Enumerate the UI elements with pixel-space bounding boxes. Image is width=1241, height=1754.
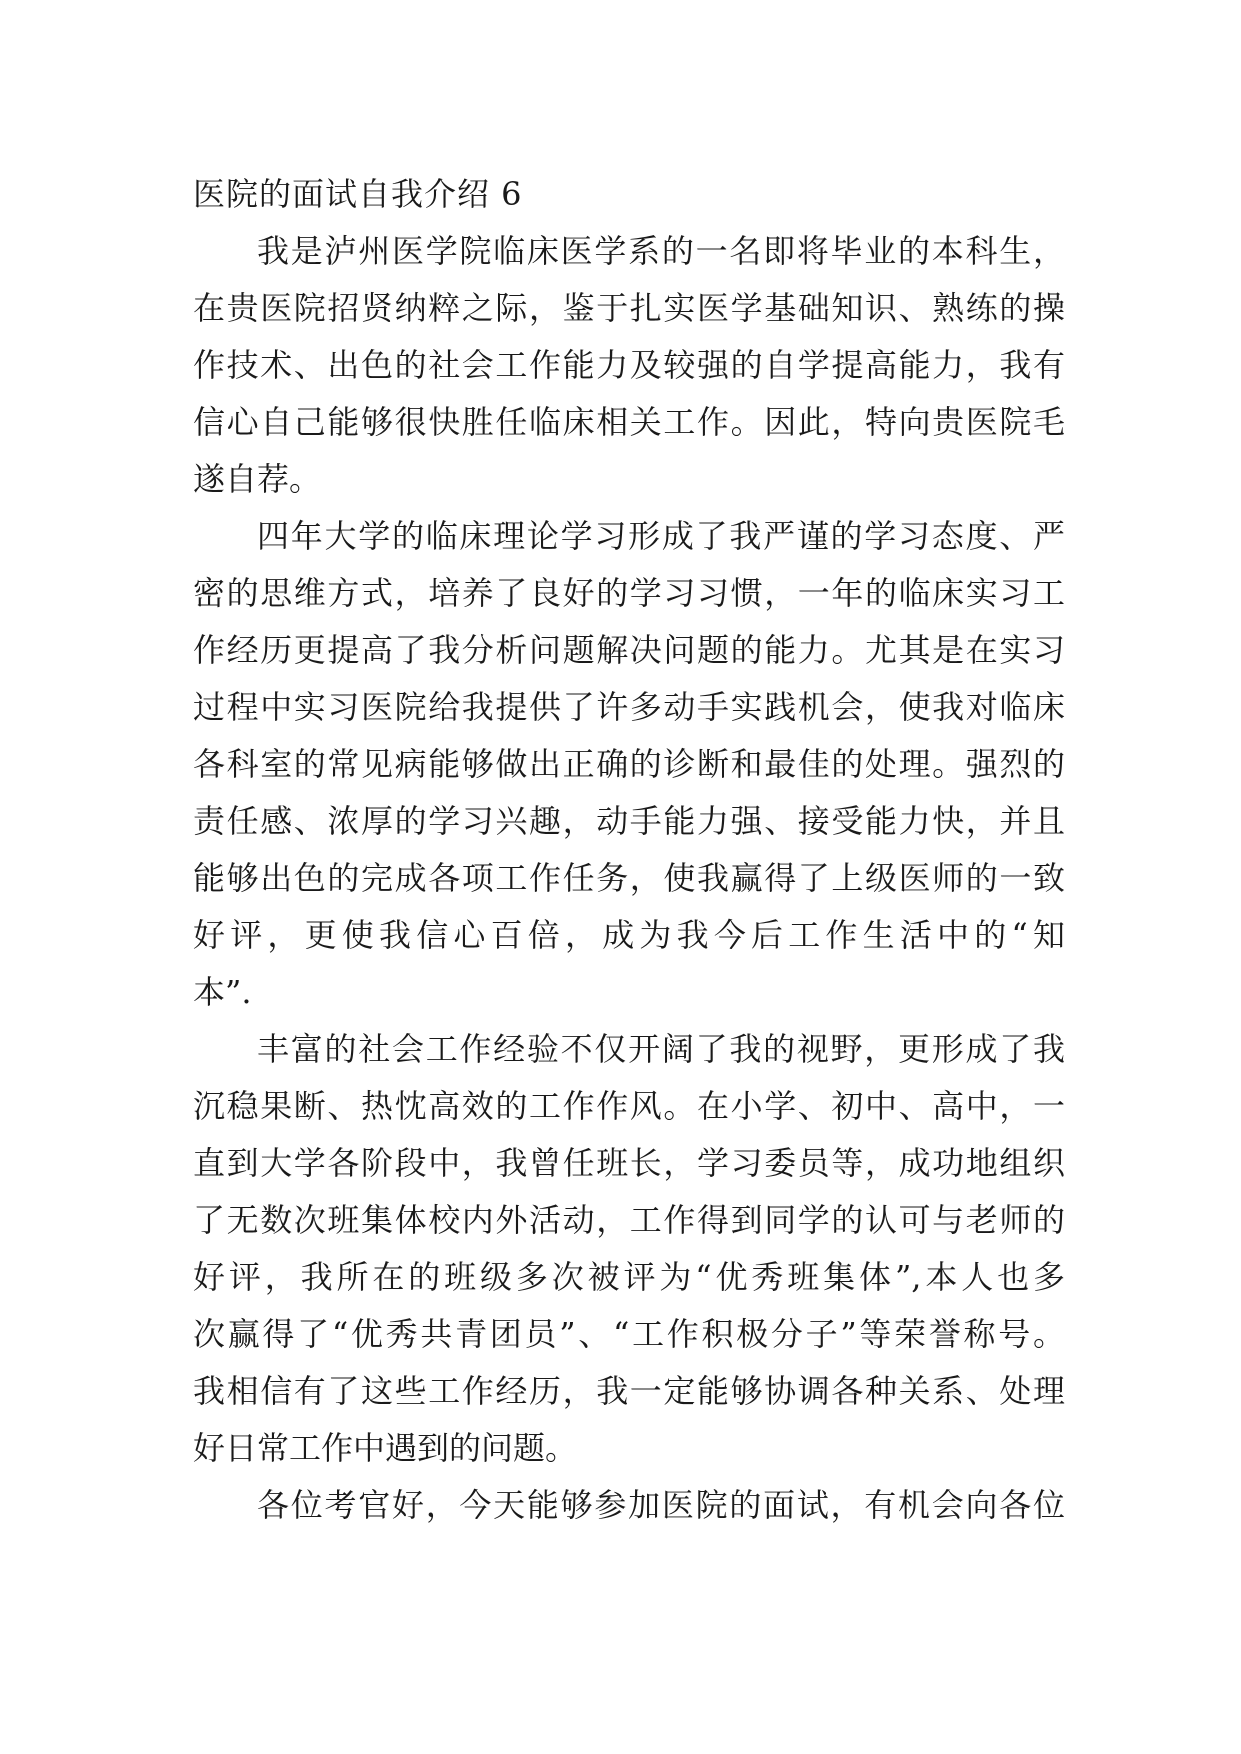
body-line: 本”. [193, 973, 252, 1011]
body-line: 各科室的常见病能够做出正确的诊断和最佳的处理。强烈的 [193, 745, 1065, 783]
body-line: 在贵医院招贤纳粹之际，鉴于扎实医学基础知识、熟练的操 [193, 289, 1065, 327]
body-line: 作经历更提高了我分析问题解决问题的能力。尤其是在实习 [193, 631, 1065, 669]
body-line: 过程中实习医院给我提供了许多动手实践机会，使我对临床 [193, 688, 1065, 726]
body-line: 沉稳果断、热忱高效的工作作风。在小学、初中、高中，一 [193, 1087, 1065, 1125]
body-line: 信心自己能够很快胜任临床相关工作。因此，特向贵医院毛 [193, 403, 1065, 441]
body-line: 好日常工作中遇到的问题。 [193, 1429, 578, 1467]
body-line: 好评，我所在的班级多次被评为“优秀班集体”,本人也多 [193, 1258, 1065, 1296]
body-line: 能够出色的完成各项工作任务，使我赢得了上级医师的一致 [193, 859, 1065, 897]
body-line: 作技术、出色的社会工作能力及较强的自学提高能力，我有 [193, 346, 1065, 384]
body-line: 各位考官好，今天能够参加医院的面试，有机会向各位 [257, 1486, 1065, 1524]
body-line: 了无数次班集体校内外活动，工作得到同学的认可与老师的 [193, 1201, 1065, 1239]
body-line: 丰富的社会工作经验不仅开阔了我的视野，更形成了我 [257, 1030, 1065, 1068]
document-title: 医院的面试自我介绍 6 [193, 175, 523, 213]
body-line: 好评，更使我信心百倍，成为我今后工作生活中的“知 [193, 916, 1065, 954]
document-body [193, 166, 1065, 1534]
body-line: 我相信有了这些工作经历，我一定能够协调各种关系、处理 [193, 1372, 1065, 1410]
body-line: 我是泸州医学院临床医学系的一名即将毕业的本科生， [257, 232, 1065, 270]
body-line: 四年大学的临床理论学习形成了我严谨的学习态度、严 [257, 517, 1065, 555]
body-line: 次赢得了“优秀共青团员”、“工作积极分子”等荣誉称号。 [193, 1315, 1065, 1353]
body-line: 密的思维方式，培养了良好的学习习惯，一年的临床实习工 [193, 574, 1065, 612]
body-line: 遂自荐。 [193, 460, 322, 498]
body-line: 责任感、浓厚的学习兴趣，动手能力强、接受能力快，并且 [193, 802, 1065, 840]
body-line: 直到大学各阶段中，我曾任班长，学习委员等，成功地组织 [193, 1144, 1065, 1182]
